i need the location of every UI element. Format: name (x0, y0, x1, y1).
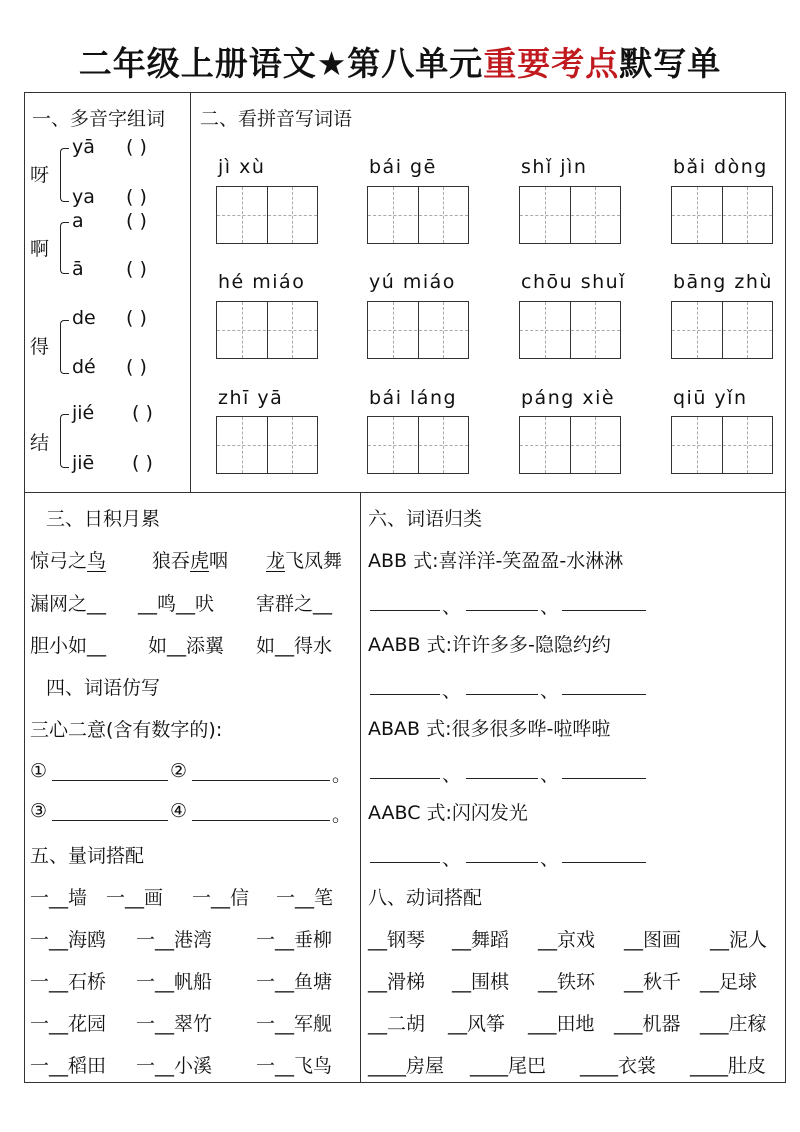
writing-box[interactable] (671, 301, 773, 359)
classify-sep: 、 (442, 848, 462, 870)
paren-2a[interactable]: ( ) (126, 210, 147, 232)
paren-4b[interactable]: ( ) (132, 452, 153, 474)
mark-4: ④ (170, 800, 188, 822)
measure-4-3[interactable]: 一__军舰 (256, 1013, 333, 1035)
polyphone-char-3: 得 (30, 336, 50, 358)
title-suffix: 默写单 (619, 44, 722, 83)
classify-example: AABC 式:闪闪发光 (368, 802, 528, 824)
writing-box[interactable] (671, 416, 773, 474)
classify-sep: 、 (442, 764, 462, 786)
verb-2-2[interactable]: __围棋 (452, 971, 510, 993)
idiom-1: 惊弓之鸟 (30, 550, 107, 572)
pinyin-label: bāng zhù (673, 271, 773, 293)
classify-example: ABAB 式:很多很多哗-啦哗啦 (368, 718, 611, 740)
paren-1a[interactable]: ( ) (126, 136, 147, 158)
verb-4-2[interactable]: ____尾巴 (470, 1055, 547, 1077)
divider-left-right (360, 492, 361, 1082)
reading-1b: ya (72, 186, 95, 208)
writing-box[interactable] (671, 186, 773, 244)
verb-4-4[interactable]: ____肚皮 (690, 1055, 767, 1077)
writing-box[interactable] (519, 301, 621, 359)
classify-blank[interactable] (562, 862, 646, 863)
end-2: 。 (332, 804, 352, 826)
idiom-4[interactable]: 漏网之__ (30, 593, 107, 615)
writing-box[interactable] (216, 301, 318, 359)
measure-1-1[interactable]: 一__墙 (30, 887, 88, 909)
brace-3 (60, 320, 69, 374)
sec4-heading: 四、词语仿写 (46, 677, 161, 699)
mark-1: ① (30, 760, 48, 782)
measure-1-4[interactable]: 一__笔 (276, 887, 334, 909)
classify-sep: 、 (540, 764, 560, 786)
writing-box[interactable] (367, 301, 469, 359)
classify-blank[interactable] (370, 778, 440, 779)
measure-3-1[interactable]: 一__石桥 (30, 971, 107, 993)
reading-1a: yā (72, 136, 95, 158)
brace-1 (60, 148, 69, 202)
idiom-3: 龙飞凤舞 (266, 550, 343, 572)
classify-blank[interactable] (466, 778, 538, 779)
idiom-8[interactable]: 如__添翼 (148, 635, 225, 657)
idiom-7[interactable]: 胆小如__ (30, 635, 107, 657)
pinyin-label: zhī yā (218, 387, 284, 409)
classify-blank[interactable] (562, 694, 646, 695)
classify-blank[interactable] (466, 610, 538, 611)
page-title (0, 38, 800, 85)
paren-1b[interactable]: ( ) (126, 186, 147, 208)
blank-4[interactable] (192, 820, 330, 821)
classify-sep: 、 (442, 596, 462, 618)
classify-blank[interactable] (370, 694, 440, 695)
pinyin-label: yú miáo (369, 271, 456, 293)
measure-4-2[interactable]: 一__翠竹 (136, 1013, 213, 1035)
pinyin-label: bái gē (369, 156, 437, 178)
blank-3[interactable] (52, 820, 168, 821)
classify-blank[interactable] (562, 610, 646, 611)
pinyin-label: bǎi dòng (673, 156, 768, 178)
pinyin-label: bái láng (369, 387, 458, 409)
divider-top-bottom (24, 492, 786, 493)
reading-2b: ā (72, 258, 84, 280)
pinyin-label: shǐ jìn (521, 156, 588, 178)
verb-3-3[interactable]: ___田地 (528, 1013, 595, 1035)
pinyin-label: hé miáo (218, 271, 306, 293)
classify-example: ABB 式:喜洋洋-笑盈盈-水淋淋 (368, 550, 624, 572)
pinyin-label: jì xù (218, 156, 266, 178)
verb-2-3[interactable]: __铁环 (538, 971, 596, 993)
sec5-heading: 五、量词搭配 (30, 845, 145, 867)
verb-1-2[interactable]: __舞蹈 (452, 929, 510, 951)
verb-3-2[interactable]: __风筝 (448, 1013, 506, 1035)
verb-4-1[interactable]: ____房屋 (368, 1055, 445, 1077)
measure-5-2[interactable]: 一__小溪 (136, 1055, 213, 1077)
classify-blank[interactable] (370, 610, 440, 611)
idiom-9[interactable]: 如__得水 (256, 635, 333, 657)
verb-1-4[interactable]: __图画 (624, 929, 682, 951)
classify-blank[interactable] (466, 694, 538, 695)
writing-box[interactable] (519, 416, 621, 474)
polyphone-char-1: 呀 (30, 164, 50, 186)
measure-5-3[interactable]: 一__飞鸟 (256, 1055, 333, 1077)
blank-1[interactable] (52, 780, 168, 781)
verb-1-3[interactable]: __京戏 (538, 929, 596, 951)
brace-2 (60, 222, 69, 274)
title-highlight: 重要考点 (483, 44, 620, 83)
sec2-heading: 二、看拼音写词语 (200, 108, 353, 130)
sec3-heading: 三、日积月累 (46, 508, 161, 530)
pinyin-label: chōu shuǐ (521, 271, 626, 293)
end-1: 。 (332, 764, 352, 786)
measure-1-3[interactable]: 一__信 (192, 887, 250, 909)
brace-4 (60, 414, 69, 468)
writing-box[interactable] (519, 186, 621, 244)
writing-box[interactable] (216, 416, 318, 474)
idiom-6[interactable]: 害群之__ (256, 593, 333, 615)
classify-sep: 、 (540, 596, 560, 618)
sec8-heading: 八、动词搭配 (368, 887, 483, 909)
verb-2-4[interactable]: __秋千 (624, 971, 682, 993)
classify-example: AABB 式:许许多多-隐隐约约 (368, 634, 611, 656)
verb-2-1[interactable]: __滑梯 (368, 971, 426, 993)
title-prefix: 二年级上册语文★第八单元 (78, 44, 484, 83)
classify-blank[interactable] (370, 862, 440, 863)
mark-3: ③ (30, 800, 48, 822)
classify-blank[interactable] (466, 862, 538, 863)
idiom-5[interactable]: __鸣__吠 (138, 593, 215, 615)
measure-2-1[interactable]: 一__海鸥 (30, 929, 107, 951)
paren-2b[interactable]: ( ) (126, 258, 147, 280)
mark-2: ② (170, 760, 188, 782)
paren-3b[interactable]: ( ) (126, 356, 147, 378)
measure-1-2[interactable]: 一__画 (106, 887, 164, 909)
verb-1-5[interactable]: __泥人 (710, 929, 768, 951)
blank-2[interactable] (192, 780, 330, 781)
verb-3-1[interactable]: __二胡 (368, 1013, 426, 1035)
measure-4-1[interactable]: 一__花园 (30, 1013, 107, 1035)
verb-1-1[interactable]: __钢琴 (368, 929, 426, 951)
verb-3-5[interactable]: ___庄稼 (700, 1013, 767, 1035)
measure-3-3[interactable]: 一__鱼塘 (256, 971, 333, 993)
verb-3-4[interactable]: ___机器 (614, 1013, 681, 1035)
measure-5-1[interactable]: 一__稻田 (30, 1055, 107, 1077)
reading-3a: de (72, 307, 96, 329)
sec4-prompt: 三心二意(含有数字的): (30, 719, 223, 741)
measure-2-3[interactable]: 一__垂柳 (256, 929, 333, 951)
pinyin-label: qiū yǐn (673, 387, 748, 409)
verb-4-3[interactable]: ____衣裳 (580, 1055, 657, 1077)
paren-4a[interactable]: ( ) (132, 402, 153, 424)
reading-4b: jiē (72, 452, 95, 474)
measure-3-2[interactable]: 一__帆船 (136, 971, 213, 993)
sec6-heading: 六、词语归类 (368, 508, 483, 530)
writing-box[interactable] (216, 186, 318, 244)
sec1-heading: 一、多音字组词 (32, 108, 166, 130)
pinyin-label: páng xiè (521, 387, 616, 409)
verb-2-5[interactable]: __足球 (700, 971, 758, 993)
classify-sep: 、 (540, 848, 560, 870)
classify-sep: 、 (540, 680, 560, 702)
writing-box[interactable] (367, 186, 469, 244)
classify-blank[interactable] (562, 778, 646, 779)
reading-3b: dé (72, 356, 96, 378)
measure-2-2[interactable]: 一__港湾 (136, 929, 213, 951)
reading-4a: jié (72, 402, 95, 424)
polyphone-char-4: 结 (30, 432, 50, 454)
divider-sec1-sec2 (190, 92, 191, 492)
idiom-2: 狼吞虎咽 (152, 550, 229, 572)
writing-box[interactable] (367, 416, 469, 474)
classify-sep: 、 (442, 680, 462, 702)
reading-2a: a (72, 210, 84, 232)
polyphone-char-2: 啊 (30, 238, 50, 260)
paren-3a[interactable]: ( ) (126, 307, 147, 329)
